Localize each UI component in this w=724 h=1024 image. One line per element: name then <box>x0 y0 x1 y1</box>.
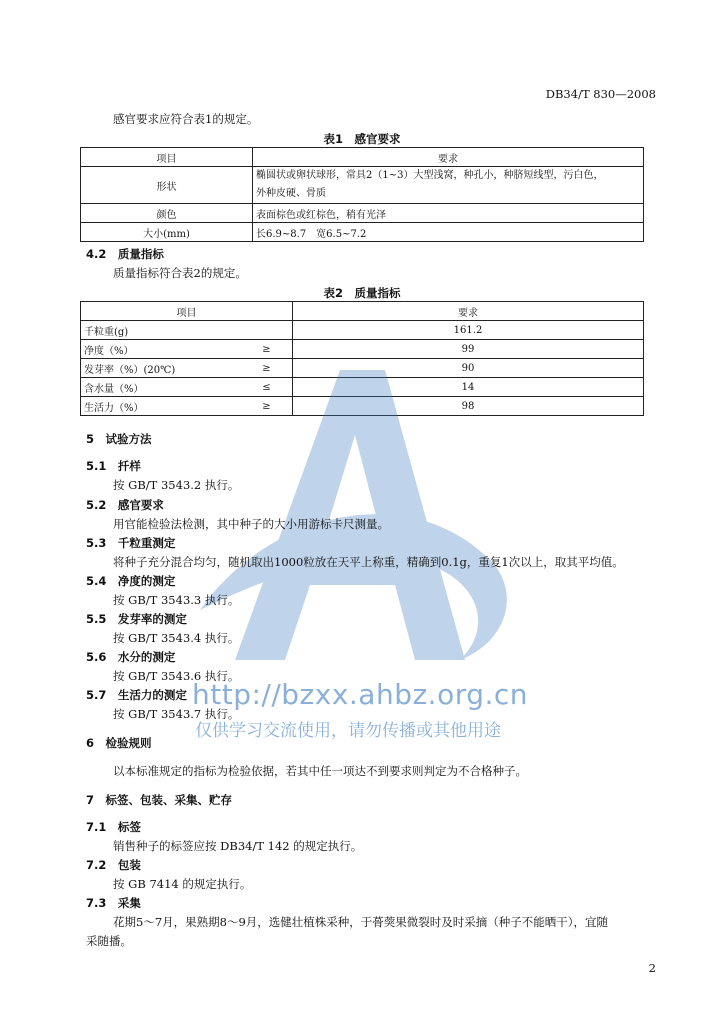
table-cell-symbol: ≥ <box>241 397 293 416</box>
table-cell: 90 <box>293 359 644 378</box>
section-body-5-5: 按 GB/T 3543.4 执行。 <box>113 631 240 645</box>
table-cell: 98 <box>293 397 644 416</box>
section-body-5-6: 按 GB/T 3543.6 执行。 <box>113 669 240 683</box>
section-heading-5-6: 5.6 水分的测定 <box>86 650 176 664</box>
table-row <box>81 204 644 223</box>
table-cell: 161.2 <box>293 321 644 340</box>
table-header-cell: 要求 <box>293 302 644 321</box>
table-cell: 发芽率（%）(20℃) <box>81 359 241 378</box>
section-heading-5-3: 5.3 千粒重测定 <box>86 536 176 550</box>
table-cell: 99 <box>293 340 644 359</box>
table-header-row <box>81 148 644 167</box>
table-cell: 千粒重(g) <box>81 321 293 340</box>
section-heading-6: 6 检验规则 <box>86 736 152 750</box>
sensory-intro: 感官要求应符合表1的规定。 <box>113 112 259 126</box>
section-body-7-3-line1: 花期5～7月，果熟期8～9月，选健壮植株采种，于蓇葖果微裂时及时采摘（种子不能晒干），宜随 <box>113 915 609 929</box>
document-id: DB34/T 830—2008 <box>545 87 656 101</box>
section-body-5-2: 用官能检验法检测，其中种子的大小用游标卡尺测量。 <box>113 517 389 531</box>
table-row <box>81 223 644 242</box>
table-cell: 生活力（%） <box>81 397 241 416</box>
table-cell-line: 外种皮硬、骨质 <box>256 188 326 199</box>
section-heading-7: 7 标签、包装、采集、贮存 <box>86 793 233 807</box>
section-heading-5-4: 5.4 净度的测定 <box>86 574 176 588</box>
section-body-4-2: 质量指标符合表2的规定。 <box>113 266 247 280</box>
table-cell: 14 <box>293 378 644 397</box>
table-row <box>81 167 644 204</box>
section-heading-5-2: 5.2 感官要求 <box>86 498 164 512</box>
table-cell-symbol: ≥ <box>241 359 293 378</box>
section-body-5-3: 将种子充分混合均匀，随机取出1000粒放在天平上称重，精确到0.1g，重复1次以上，取其平均值。 <box>113 555 624 569</box>
section-heading-7-2: 7.2 包装 <box>86 858 141 872</box>
section-body-7-2: 按 GB 7414 的规定执行。 <box>113 877 252 891</box>
section-heading-7-1: 7.1 标签 <box>86 820 141 834</box>
table-cell-symbol: ≤ <box>241 378 293 397</box>
watermark-note: 仅供学习交流使用，请勿传播或其他用途 <box>195 721 501 741</box>
section-body-5-4: 按 GB/T 3543.3 执行。 <box>113 593 240 607</box>
table-header-cell: 要求 <box>253 148 644 167</box>
table-header-row <box>81 302 644 321</box>
section-heading-5-7: 5.7 生活力的测定 <box>86 688 187 702</box>
section-heading-4-2: 4.2 质量指标 <box>86 247 164 261</box>
table-cell: 大小(mm) <box>81 223 253 242</box>
table-cell: 颜色 <box>81 204 253 223</box>
table-row <box>81 340 644 359</box>
section-body-7-3-line2: 采随播。 <box>86 934 132 948</box>
section-body-5-7: 按 GB/T 3543.7 执行。 <box>113 707 240 721</box>
section-body-6: 以本标准规定的指标为检验依据，若其中任一项达不到要求则判定为不合格种子。 <box>113 764 527 778</box>
table-cell: 净度（%） <box>81 340 241 359</box>
section-body-5-1: 按 GB/T 3543.2 执行。 <box>113 478 240 492</box>
table2-caption: 表2 质量指标 <box>323 286 401 300</box>
table-cell: 表面棕色或红棕色，稍有光泽 <box>253 204 644 223</box>
section-heading-5-1: 5.1 扦样 <box>86 459 141 473</box>
section-body-7-1: 销售种子的标签应按 DB34/T 142 的规定执行。 <box>113 839 363 853</box>
table-cell-symbol: ≥ <box>241 340 293 359</box>
table-cell <box>253 167 644 204</box>
table-cell: 形状 <box>81 167 253 204</box>
table-cell-line: 椭圆状或卵状球形，常具2（1~3）大型浅窝，种孔小，种脐短线型，污白色， <box>256 170 604 181</box>
section-heading-5-5: 5.5 发芽率的测定 <box>86 612 187 626</box>
table-cell: 长6.9~8.7 宽6.5~7.2 <box>253 223 644 242</box>
table-header-cell: 项目 <box>81 148 253 167</box>
watermark-url: http://bzxx.ahbz.org.cn <box>192 678 529 711</box>
table-header-cell: 项目 <box>81 302 293 321</box>
sensory-table <box>80 147 644 242</box>
table1-caption: 表1 感官要求 <box>323 132 401 146</box>
table-row <box>81 321 644 340</box>
page-number: 2 <box>648 961 656 975</box>
section-heading-5: 5 试验方法 <box>86 432 152 446</box>
table-cell: 含水量（%） <box>81 378 241 397</box>
section-heading-7-3: 7.3 采集 <box>86 896 141 910</box>
